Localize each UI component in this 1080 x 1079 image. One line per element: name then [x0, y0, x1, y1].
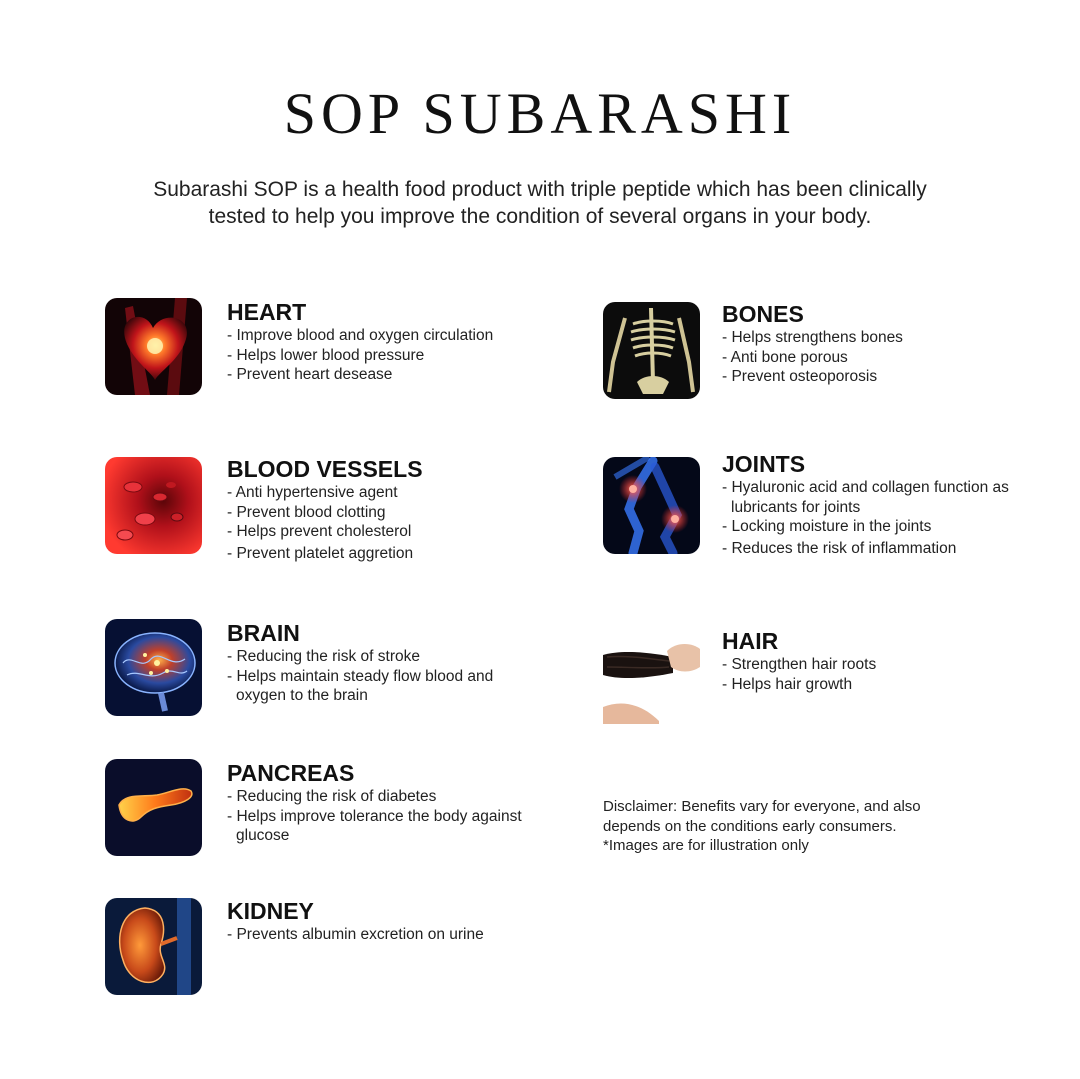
list-item: - Helps prevent cholesterol [227, 523, 412, 540]
hair-illustration-icon [603, 627, 700, 724]
intro-text [90, 176, 990, 230]
joints-title: JOINTS [722, 451, 806, 477]
pancreas-title: PANCREAS [227, 760, 355, 786]
hair-benefit-list [722, 655, 1032, 694]
list-item: - Helps lower blood pressure [227, 346, 425, 364]
pancreas-illustration-icon [105, 759, 202, 856]
disclaimer [603, 797, 1023, 856]
blood-vessels-title: BLOOD VESSELS [227, 456, 423, 482]
kidney-benefit-list [227, 925, 537, 945]
skeleton-illustration-icon [603, 302, 700, 399]
list-item: - Prevent platelet aggretion [227, 544, 414, 562]
intro-line-2: tested to help you improve the condition of several organs in your body. [208, 205, 872, 228]
list-item: - Prevent heart desease [227, 366, 393, 383]
list-item: - Reducing the risk of stroke [227, 648, 420, 665]
list-item: - Prevent blood clotting [227, 503, 386, 521]
list-item: - Helps strengthens bones [722, 329, 903, 346]
kidney-title: KIDNEY [227, 898, 314, 924]
list-item: - Prevents albumin excretion on urine [227, 926, 484, 943]
pancreas-benefit-list [227, 787, 537, 846]
list-item: - Improve blood and oxygen circulation [227, 327, 494, 344]
list-item: - Reducing the risk of diabetes [227, 788, 437, 805]
joints-illustration-icon [603, 457, 700, 554]
intro-line-1: Subarashi SOP is a health food product with triple peptide which has been clinically [153, 178, 927, 201]
disclaimer-line-3: *Images are for illustration only [603, 837, 809, 854]
list-item: - Strengthen hair roots [722, 656, 877, 673]
hair-title: HAIR [722, 628, 779, 654]
blood-vessels-benefit-list [227, 483, 537, 563]
page-title: SOP SUBARASHI [283, 81, 797, 146]
list-item: - Helps hair growth [722, 675, 853, 693]
brain-title: BRAIN [227, 620, 300, 646]
brain-illustration-icon [105, 619, 202, 716]
list-item: - Reduces the risk of inflammation [722, 539, 957, 557]
list-item: - Locking moisture in the joints [722, 518, 932, 535]
list-item: - Prevent osteoporosis [722, 368, 878, 385]
heart-illustration-icon [105, 298, 202, 395]
heart-benefit-list [227, 326, 537, 385]
blood-vessel-illustration-icon [105, 457, 202, 554]
list-item: - Anti bone porous [722, 348, 848, 366]
bones-title: BONES [722, 301, 804, 327]
list-item: - Anti hypertensive agent [227, 484, 398, 501]
disclaimer-line-2: depends on the conditions early consumers. [603, 817, 897, 835]
joints-benefit-list [722, 478, 1042, 558]
list-item: - Helps maintain steady flow blood and oxygen to the brain [227, 667, 494, 704]
kidney-illustration-icon [105, 898, 202, 995]
bones-benefit-list [722, 328, 1032, 387]
heart-title: HEART [227, 299, 307, 325]
disclaimer-line-1: Disclaimer: Benefits vary for everyone, and also [603, 798, 921, 815]
list-item: - Hyaluronic acid and collagen function as lubricants for joints [722, 479, 1009, 516]
brain-benefit-list [227, 647, 537, 706]
list-item: - Helps improve tolerance the body against glucose [227, 807, 522, 844]
